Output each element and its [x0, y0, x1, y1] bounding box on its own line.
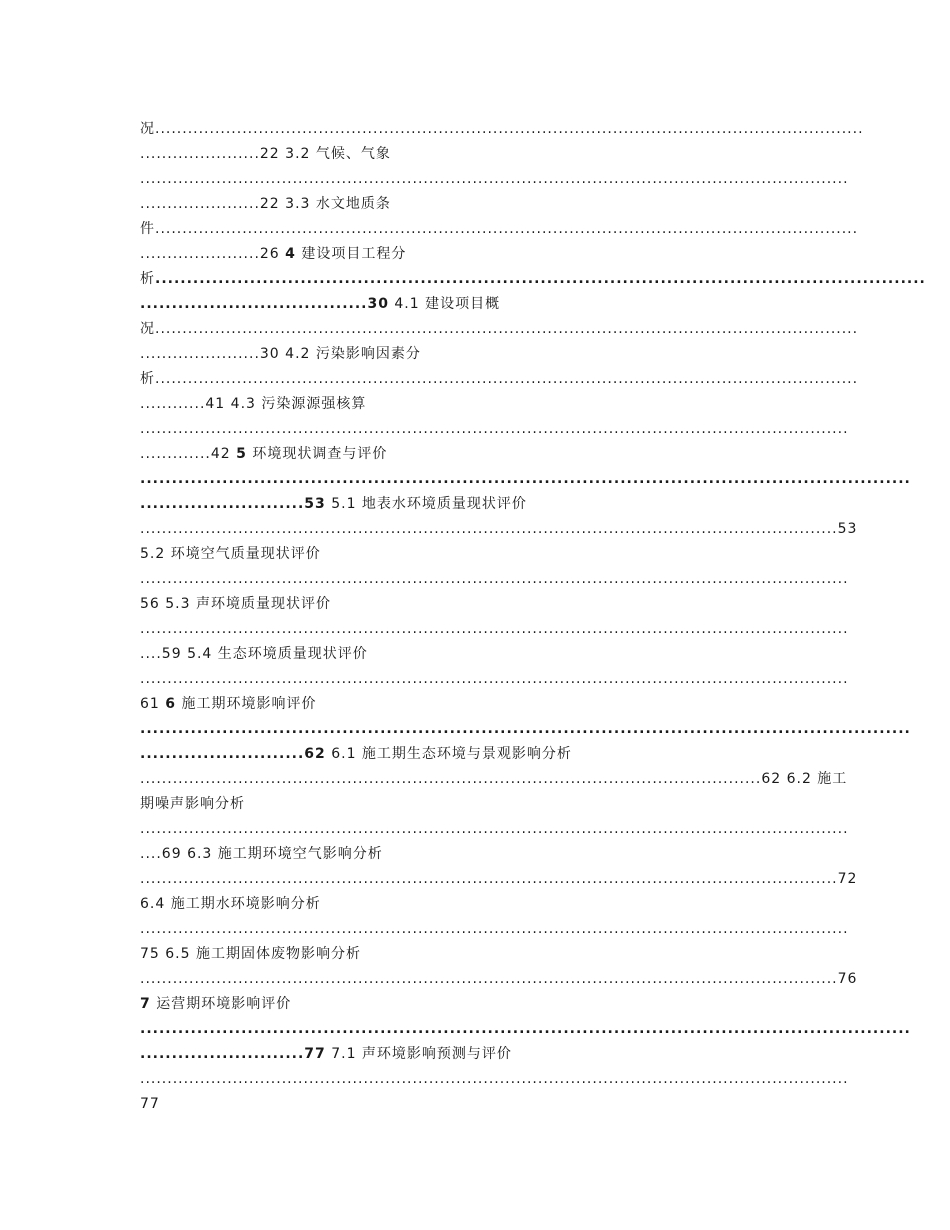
- toc-line: ......................30 4.2 污染影响因素分: [140, 346, 421, 362]
- toc-line: ....69 6.3 施工期环境空气影响分析: [140, 846, 383, 862]
- page-number-bold: ....................................30: [140, 296, 389, 312]
- toc-line: [140, 493, 810, 515]
- toc-line: ..................................................................................................................................: [140, 621, 849, 637]
- page-number-bold: ..........................77: [140, 1046, 326, 1062]
- toc-line: ..................................................................................................................................: [140, 1071, 849, 1087]
- section-title: 4.1 建设项目概: [388, 296, 501, 312]
- section-title: 6.1 施工期生态环境与景观影响分析: [325, 746, 572, 762]
- toc-line: 件.................................................................................................................................: [140, 221, 859, 237]
- toc-dots-bold: ..........................................................................................................................: [155, 271, 926, 287]
- toc-line: ................................................................................................................................76: [140, 971, 858, 987]
- toc-line: ..................................................................................................................................: [140, 671, 849, 687]
- toc-line: ..................................................................................................................................: [140, 921, 849, 937]
- toc-line: [140, 743, 810, 765]
- toc-line: [140, 693, 810, 715]
- toc-line: ................................................................................................................................53: [140, 521, 858, 537]
- toc-line: ..................................................................................................................................: [140, 171, 849, 187]
- page-number-bold: ..........................62: [140, 746, 326, 762]
- toc-dots-bold: ..........................................................................................................................: [140, 721, 911, 737]
- toc-line: 期噪声影响分析: [140, 796, 245, 812]
- toc-line: ............41 4.3 污染源源强核算: [140, 396, 367, 412]
- toc-line: [140, 718, 911, 740]
- toc-line: [140, 1018, 911, 1040]
- toc-line: [140, 468, 911, 490]
- chapter-number: 6: [165, 696, 177, 712]
- toc-line: ......................22 3.2 气候、气象: [140, 146, 391, 162]
- toc-line: ..................................................................................................................................: [140, 421, 849, 437]
- toc-line: ..................................................................................................................................: [140, 571, 849, 587]
- toc-line: 56 5.3 声环境质量现状评价: [140, 596, 331, 612]
- toc-dots-bold: ..........................................................................................................................: [140, 471, 911, 487]
- toc-dots-bold: ..........................................................................................................................: [140, 1021, 911, 1037]
- chapter-number: 7: [140, 996, 151, 1012]
- chapter-title: 运营期环境影响评价: [150, 996, 292, 1012]
- page-number-bold: ..........................53: [140, 496, 326, 512]
- toc-line: 77: [140, 1096, 160, 1112]
- toc-line: [140, 243, 810, 265]
- toc-line: 75 6.5 施工期固体废物影响分析: [140, 946, 361, 962]
- toc-text: 析: [140, 271, 155, 287]
- toc-line: 5.2 环境空气质量现状评价: [140, 546, 321, 562]
- page-number: 61: [140, 696, 166, 712]
- toc-line: ......................22 3.3 水文地质条: [140, 196, 391, 212]
- toc-line: 况..................................................................................................................................: [140, 121, 864, 137]
- toc-dots: .............42: [140, 446, 237, 462]
- toc-line: ..................................................................................................................62 6.2 施工: [140, 771, 848, 787]
- chapter-number: 4: [285, 246, 296, 262]
- toc-line: ....59 5.4 生态环境质量现状评价: [140, 646, 368, 662]
- toc-line: 况.................................................................................................................................: [140, 321, 859, 337]
- toc-line: [140, 268, 926, 290]
- chapter-title: 施工期环境影响评价: [176, 696, 317, 712]
- chapter-title: 建设项目工程分: [295, 246, 407, 262]
- toc-line: ..................................................................................................................................: [140, 821, 849, 837]
- section-title: 5.1 地表水环境质量现状评价: [325, 496, 527, 512]
- chapter-title: 环境现状调查与评价: [246, 446, 388, 462]
- chapter-number: 5: [236, 446, 247, 462]
- toc-line: [140, 993, 810, 1015]
- section-title: 7.1 声环境影响预测与评价: [325, 1046, 512, 1062]
- toc-dots: ......................26: [140, 246, 286, 262]
- toc-line: 析.................................................................................................................................: [140, 371, 859, 387]
- toc-line: 6.4 施工期水环境影响分析: [140, 896, 321, 912]
- toc-line: [140, 1043, 810, 1065]
- toc-line: ................................................................................................................................72: [140, 871, 858, 887]
- toc-line: [140, 443, 810, 465]
- toc-line: [140, 293, 810, 315]
